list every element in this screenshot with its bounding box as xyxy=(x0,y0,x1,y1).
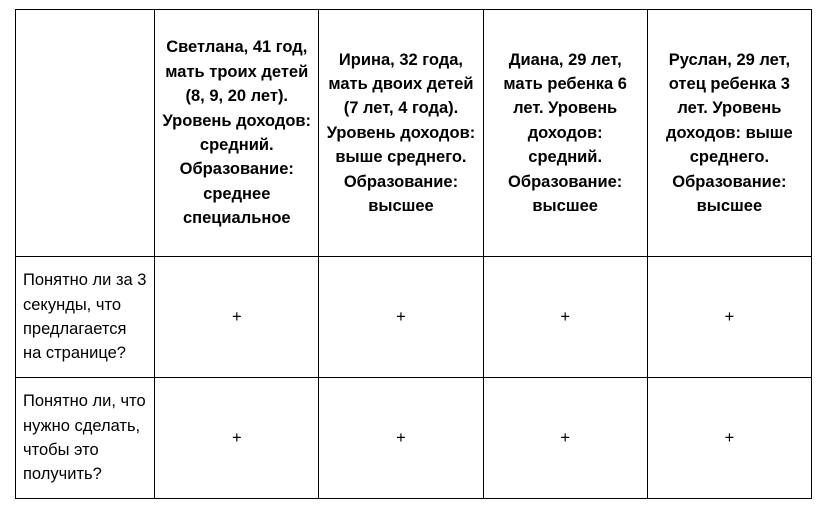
table-row xyxy=(16,378,812,499)
question-clarity-3-seconds: Понятно ли за 3 секунды, что предлагается на странице? xyxy=(16,257,155,378)
answer-mark: + xyxy=(155,257,319,378)
table-row xyxy=(16,257,812,378)
corner-cell xyxy=(16,10,155,257)
header-row xyxy=(16,10,812,257)
answer-mark: + xyxy=(483,257,647,378)
persona-ruslan: Руслан, 29 лет, отец ребенка 3 лет. Уровень доходов: выше среднего. Образование: высшее xyxy=(647,10,811,257)
answer-mark: + xyxy=(319,378,483,499)
survey-table xyxy=(15,9,812,499)
answer-mark: + xyxy=(319,257,483,378)
answer-mark: + xyxy=(483,378,647,499)
persona-svetlana: Светлана, 41 год, мать троих детей (8, 9, 20 лет). Уровень доходов: средний. Образование: среднее специальное xyxy=(155,10,319,257)
answer-mark: + xyxy=(647,257,811,378)
persona-diana: Диана, 29 лет, мать ребенка 6 лет. Уровень доходов: средний. Образование: высшее xyxy=(483,10,647,257)
answer-mark: + xyxy=(647,378,811,499)
question-next-action: Понятно ли, что нужно сделать, чтобы это получить? xyxy=(16,378,155,499)
answer-mark: + xyxy=(155,378,319,499)
persona-irina: Ирина, 32 года, мать двоих детей (7 лет, 4 года). Уровень доходов: выше среднего. Образование: высшее xyxy=(319,10,483,257)
